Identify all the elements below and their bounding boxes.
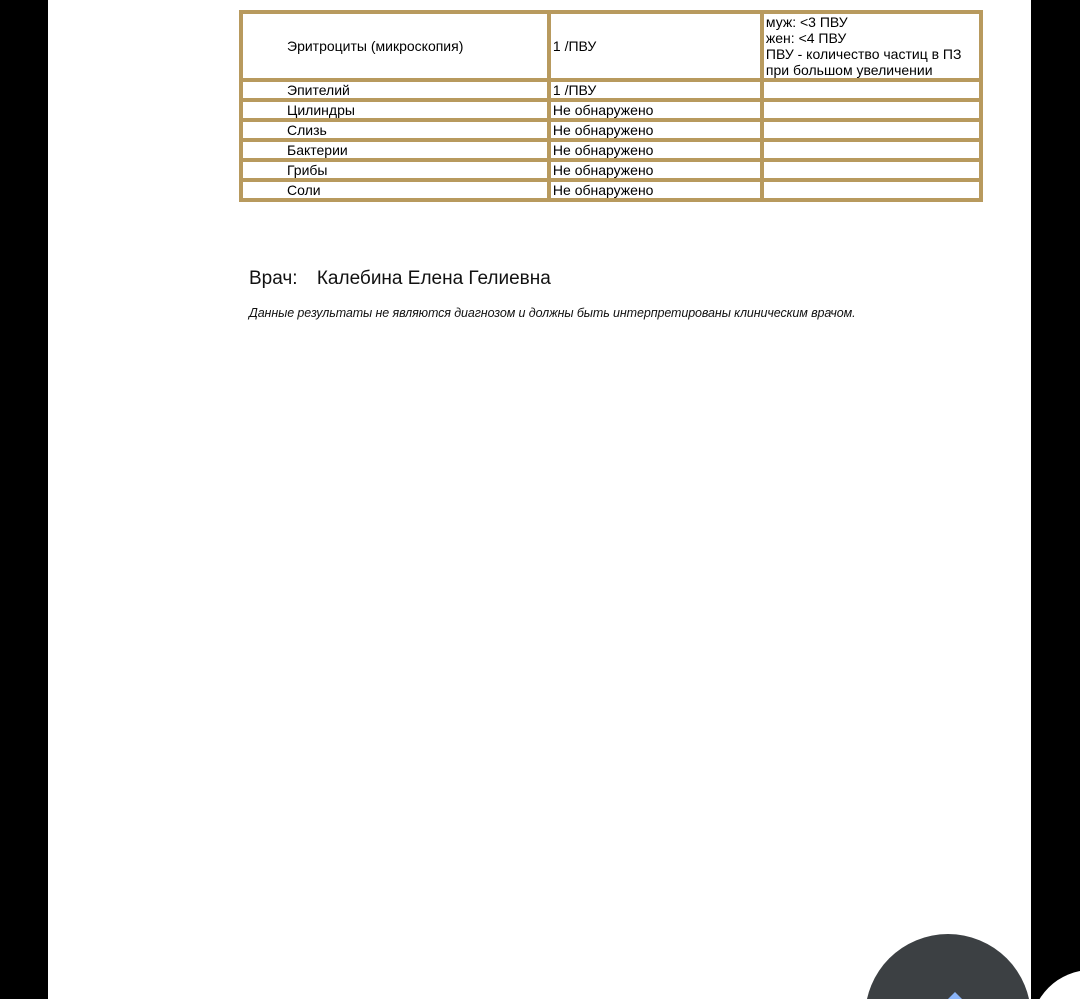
test-value-cell: Не обнаружено	[549, 180, 762, 200]
reference-range-cell	[762, 140, 981, 160]
test-name-cell: Бактерии	[241, 140, 549, 160]
reference-range-cell	[762, 12, 981, 80]
doctor-signature-line	[249, 268, 551, 290]
table-row	[241, 160, 981, 180]
reference-line: муж: <3 ПВУ	[765, 14, 848, 30]
test-name-cell: Цилиндры	[241, 100, 549, 120]
test-name-cell: Соли	[241, 180, 549, 200]
reference-range-cell	[762, 180, 981, 200]
test-value-cell: 1 /ПВУ	[549, 80, 762, 100]
reference-range-cell	[762, 80, 981, 100]
table-row	[241, 120, 981, 140]
table-row	[241, 180, 981, 200]
reference-range-cell	[762, 160, 981, 180]
results-table	[239, 10, 983, 202]
test-name-cell: Эпителий	[241, 80, 549, 100]
reference-range-cell	[762, 100, 981, 120]
table-row	[241, 12, 981, 80]
document-page	[48, 0, 1031, 999]
pen-icon	[925, 984, 971, 999]
table-row	[241, 100, 981, 120]
table-row	[241, 140, 981, 160]
test-name-cell: Слизь	[241, 120, 549, 140]
reference-line: жен: <4 ПВУ	[765, 30, 847, 46]
test-value-cell: Не обнаружено	[549, 140, 762, 160]
test-value-cell: Не обнаружено	[549, 120, 762, 140]
reference-line: ПВУ - количество частиц в ПЗ	[765, 46, 962, 62]
test-value-cell: Не обнаружено	[549, 160, 762, 180]
test-name-cell: Грибы	[241, 160, 549, 180]
next-page-edge	[1031, 970, 1080, 999]
reference-range-cell	[762, 120, 981, 140]
doctor-name: Калебина Елена Гелиевна	[316, 268, 551, 289]
test-value-cell: 1 /ПВУ	[549, 12, 762, 80]
test-value-cell: Не обнаружено	[549, 100, 762, 120]
reference-line: при большом увеличении	[765, 62, 933, 78]
doctor-label: Врач:	[249, 268, 298, 289]
disclaimer-text: Данные результаты не являются диагнозом и должны быть интерпретированы клиническим врачом.	[249, 306, 856, 320]
test-name-cell: Эритроциты (микроскопия)	[241, 12, 549, 80]
table-row	[241, 80, 981, 100]
